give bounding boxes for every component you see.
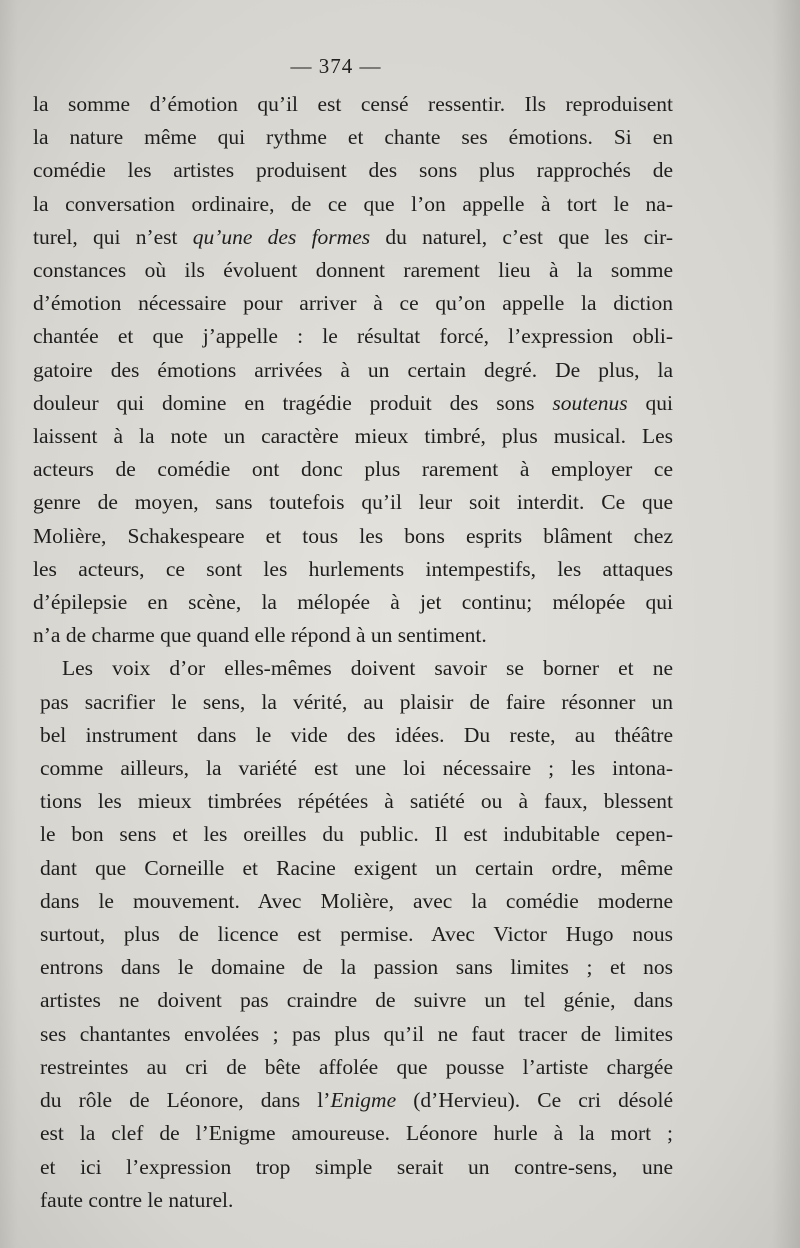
paragraph-1 (33, 88, 673, 652)
text-line: Molière, Schakespeare et tous les bons esprits blâment chez (33, 523, 673, 548)
text-line: genre de moyen, sans toutefois qu’il leur soit interdit. Ce que (33, 490, 673, 515)
text-segment: du rôle de Léonore, dans l’ (40, 1088, 331, 1113)
text-line: constances où ils évoluent donnent rarement lieu à la somme (33, 258, 673, 283)
text-line: restreintes au cri de bête affolée que pousse l’artiste chargée (40, 1054, 673, 1079)
text-line: chantée et que j’appelle : le résultat forcé, l’expression obli- (33, 324, 673, 349)
text-line: dans le mouvement. Avec Molière, avec la comédie moderne (40, 888, 673, 913)
text-line: bel instrument dans le vide des idées. Du reste, au théâtre (40, 722, 673, 747)
text-line: ses chantantes envolées ; pas plus qu’il ne faut tracer de limites (40, 1021, 673, 1046)
text-line: d’émotion nécessaire pour arriver à ce qu’on appelle la diction (33, 291, 673, 316)
text-segment: du naturel, c’est que les cir- (370, 224, 673, 249)
text-line: la conversation ordinaire, de ce que l’on appelle à tort le na- (33, 191, 673, 216)
text-line: le bon sens et les oreilles du public. Il est indubitable cepen- (40, 822, 673, 847)
text-line: Les voix d’or elles-mêmes doivent savoir se borner et ne (62, 656, 673, 681)
page-number: — 374 — (290, 54, 382, 78)
text-line: est la clef de l’Enigme amoureuse. Léonore hurle à la mort ; (40, 1121, 673, 1146)
text-line: tions les mieux timbrées répétées à satiété ou à faux, blessent (40, 789, 673, 814)
italic-text: soutenus (552, 390, 628, 415)
italic-text: Enigme (330, 1088, 397, 1113)
text-line: les acteurs, ce sont les hurlements intempestifs, les attaques (33, 556, 673, 581)
page-text (33, 88, 673, 1217)
text-line (33, 387, 673, 420)
text-segment: turel, qui n’est (33, 224, 193, 249)
text-segment: (d’Hervieu). Ce cri désolé (396, 1088, 673, 1113)
italic-text: qu’une des formes (192, 224, 371, 249)
text-line: acteurs de comédie ont donc plus rarement à employer ce (33, 457, 673, 482)
text-line: comme ailleurs, la variété est une loi nécessaire ; les intona- (40, 756, 673, 781)
text-line: d’épilepsie en scène, la mélopée à jet continu; mélopée qui (33, 590, 673, 615)
text-line: pas sacrifier le sens, la vérité, au plaisir de faire résonner un (40, 689, 673, 714)
text-segment: qui (627, 390, 673, 415)
text-line: et ici l’expression trop simple serait un contre-sens, une (40, 1154, 673, 1179)
paragraph-2 (33, 652, 673, 1216)
text-line: artistes ne doivent pas craindre de suivre un tel génie, dans (40, 988, 673, 1013)
text-segment: douleur qui domine en tragédie produit des sons (33, 390, 553, 415)
text-line: gatoire des émotions arrivées à un certain degré. De plus, la (33, 357, 673, 382)
text-line (33, 221, 673, 254)
text-line: faute contre le naturel. (40, 1187, 234, 1212)
text-line: laissent à la note un caractère mieux timbré, plus musical. Les (33, 424, 673, 449)
text-line: surtout, plus de licence est permise. Avec Victor Hugo nous (40, 922, 673, 947)
text-line (40, 1084, 673, 1117)
text-line: dant que Corneille et Racine exigent un certain ordre, même (40, 855, 673, 880)
text-line: entrons dans le domaine de la passion sans limites ; et nos (40, 955, 673, 980)
text-line: comédie les artistes produisent des sons plus rapprochés de (33, 158, 673, 183)
text-line: n’a de charme que quand elle répond à un sentiment. (33, 623, 487, 648)
text-line: la nature même qui rythme et chante ses émotions. Si en (33, 125, 673, 150)
text-line: la somme d’émotion qu’il est censé ressentir. Ils reproduisent (33, 92, 673, 116)
